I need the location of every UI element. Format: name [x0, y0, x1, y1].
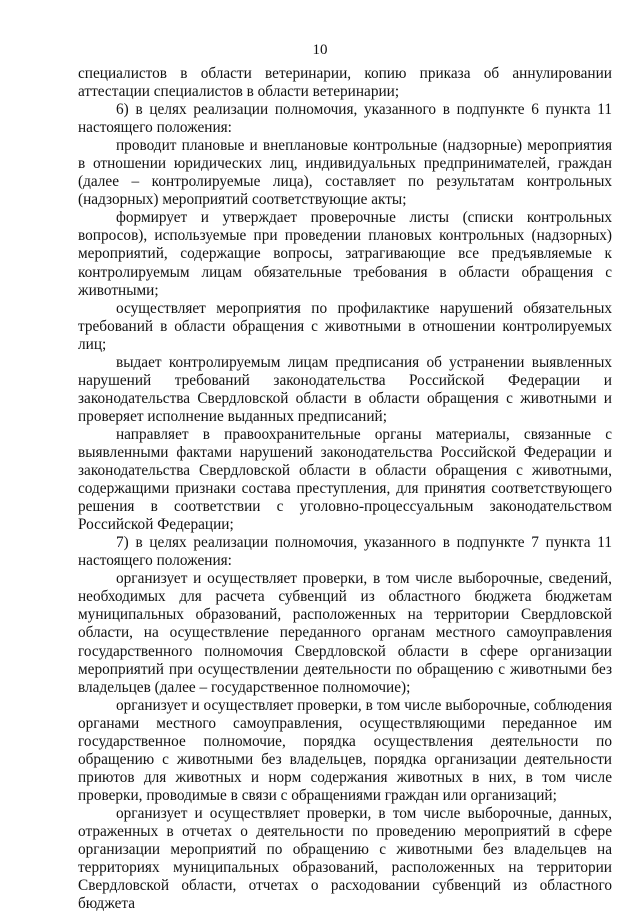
document-body	[78, 65, 612, 913]
paragraph: специалистов в области ветеринарии, копию приказа об аннулировании аттестации специалистов в области ветеринарии;	[78, 65, 612, 101]
paragraph: организует и осуществляет проверки, в том числе выборочные, сведений, необходимых для расчета субвенций из областного бюджета бюджетам муниципальных образований, расположенных на территории Свердловской области, на осуществление переданного органам местного самоуправления государственного полномочия Свердловской области в сфере организации мероприятий при осуществлении деятельности по обращению с животными без владельцев (далее – государственное полномочие);	[78, 570, 612, 696]
paragraph: выдает контролируемым лицам предписания об устранении выявленных нарушений требований законодательства Российской Федерации и законодательства Свердловской области в области обращения с животными и проверяет исполнение выданных предписаний;	[78, 353, 612, 425]
paragraph: осуществляет мероприятия по профилактике нарушений обязательных требований в области обращения с животными в отношении контролируемых лиц;	[78, 299, 612, 353]
paragraph: организует и осуществляет проверки, в том числе выборочные, данных, отраженных в отчетах о деятельности по проведению мероприятий в сфере организации мероприятий по обращению с животными без владельцев на территориях муниципальных образований, расположенных на территории Свердловской области, отчетах о расходовании субвенций из областного бюджета	[78, 804, 612, 913]
paragraph: направляет в правоохранительные органы материалы, связанные с выявленными фактами нарушений законодательства Российской Федерации и законодательства Свердловской области в области обращения с животными, содержащими признаки состава преступления, для принятия соответствующего решения в соответствии с уголовно-процессуальным законодательством Российской Федерации;	[78, 425, 612, 534]
paragraph: формирует и утверждает проверочные листы (списки контрольных вопросов), используемые при проведении плановых контрольных (надзорных) мероприятий, содержащие вопросы, затрагивающие все предъявляемые к контролируемым лицам обязательные требования в области обращения с животными;	[78, 209, 612, 299]
page-number: 10	[312, 42, 328, 58]
paragraph: организует и осуществляет проверки, в том числе выборочные, соблюдения органами местного самоуправления, осуществляющими переданное им государственное полномочие, порядка осуществления деятельности по обращению с животными без владельцев, порядка организации деятельности приютов для животных и норм содержания животных в них, в том числе проверки, проводимые в связи с обращениями граждан или организаций;	[78, 696, 612, 804]
paragraph: 7) в целях реализации полномочия, указанного в подпункте 7 пункта 11 настоящего положения:	[78, 534, 612, 570]
paragraph: 6) в целях реализации полномочия, указанного в подпункте 6 пункта 11 настоящего положения:	[78, 101, 612, 137]
paragraph: проводит плановые и внеплановые контрольные (надзорные) мероприятия в отношении юридических лиц, индивидуальных предпринимателей, граждан (далее – контролируемые лица), составляет по результатам контрольных (надзорных) мероприятий соответствующие акты;	[78, 137, 612, 209]
